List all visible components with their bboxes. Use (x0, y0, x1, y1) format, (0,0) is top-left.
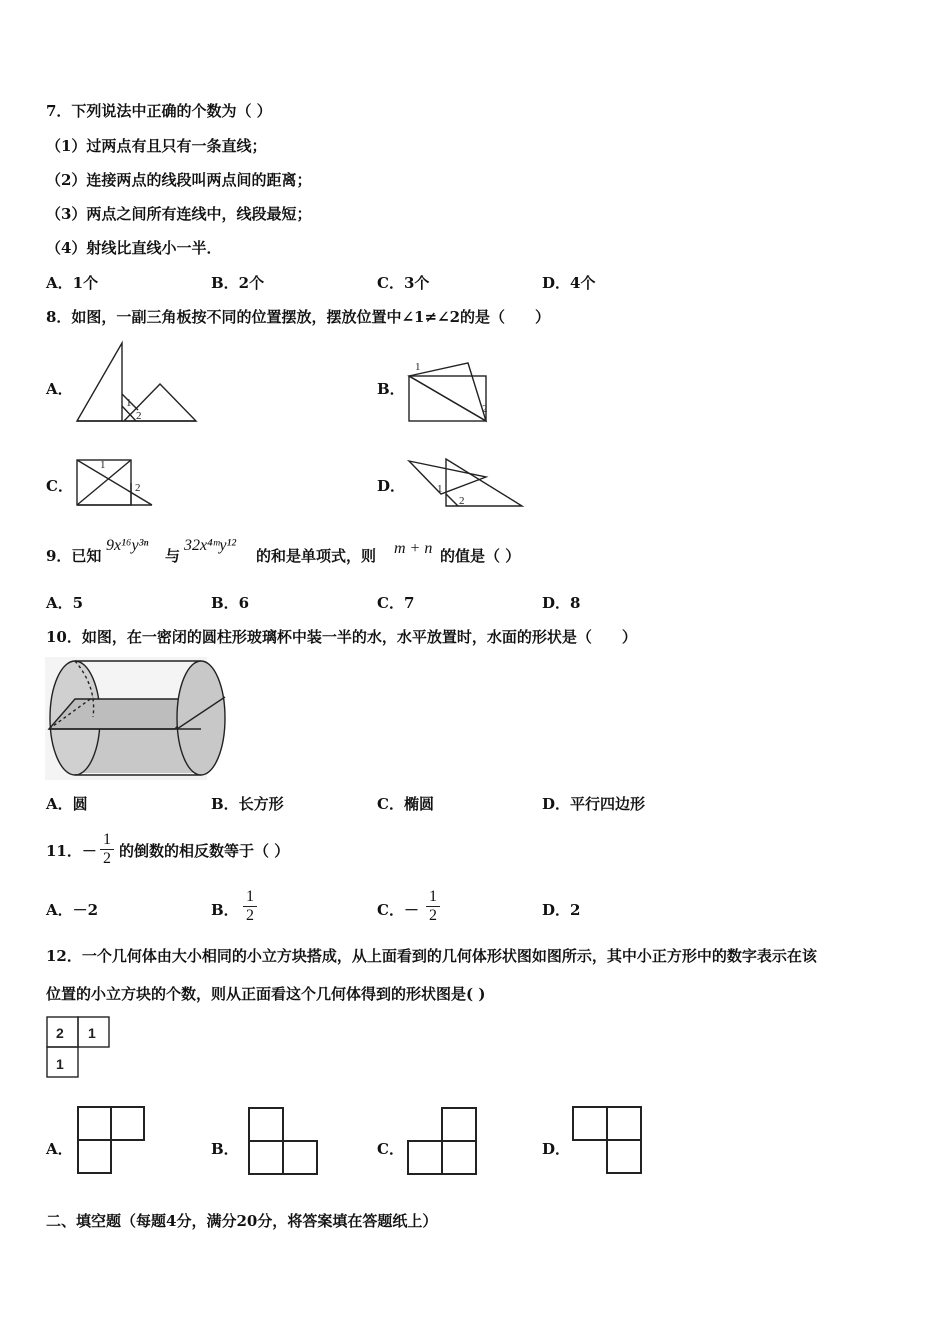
q8-figure-c (74, 453, 156, 509)
q12-top-view-grid (46, 1016, 114, 1080)
q11-fraction (100, 831, 114, 868)
q11-option-c-denominator: 2 (429, 907, 437, 924)
q8-a-triangle-right (124, 384, 196, 421)
q9-suffix: 的和是单项式，则 (256, 547, 377, 565)
q10-option-b: B．长方形 (211, 795, 284, 813)
q7-stem: 7．下列说法中正确的个数为（ ） (46, 102, 272, 120)
q9-end: 的值是（ ） (440, 547, 521, 565)
q9-mid: 与 (165, 547, 181, 565)
q10-option-c: C．椭圆 (377, 795, 434, 813)
q8-label-d: D． (377, 477, 406, 495)
q8-b-angle1: 1 (415, 361, 421, 373)
q11-option-a: A．－2 (46, 901, 99, 919)
q11-fraction-denominator: 2 (103, 850, 111, 867)
q8-label-c: C． (46, 477, 73, 495)
q7-item-1: （1）过两点有且只有一条直线； (46, 137, 267, 155)
q11-prefix: 11．－ (46, 842, 97, 860)
q12-label-c: C． (377, 1140, 404, 1158)
q8-figure-a (74, 340, 199, 424)
q12-stem-line1: 12．一个几何体由大小相同的小立方块搭成，从上面看到的几何体形状图如图所示，其中小正方形中的数字表示在该 (46, 947, 817, 965)
q8-a-angle2: 2 (136, 410, 142, 422)
q8-a-triangle-tall (77, 343, 122, 421)
q12-stem-line2: 位置的小立方块的个数，则从正面看这个几何体得到的形状图是( ) (46, 985, 486, 1003)
q8-a-angle1: 1 (126, 397, 132, 409)
q10-stem: 10．如图，在一密闭的圆柱形玻璃杯中装一半的水，水平放置时，水面的形状是（ ） (46, 628, 637, 646)
q12-label-b: B． (211, 1140, 239, 1158)
q11-option-c-label: C．－ (377, 901, 419, 919)
q8-label-a: A． (46, 380, 73, 398)
q11-option-d: D．2 (542, 901, 581, 919)
q12-option-b-figure (247, 1106, 319, 1176)
q10-option-d: D．平行四边形 (542, 795, 646, 813)
q9-option-b: B．6 (211, 594, 250, 612)
q7-item-3: （3）两点之间所有连线中，线段最短； (46, 205, 312, 223)
q7-option-a: A．1个 (46, 274, 99, 292)
q8-figure-b (406, 356, 491, 424)
q12-grid-cell-3: 1 (56, 1056, 64, 1072)
q9-expr: m + n (394, 540, 433, 557)
q11-suffix: 的倒数的相反数等于（ ） (119, 842, 290, 860)
q7-item-4: （4）射线比直线小一半． (46, 239, 222, 257)
q9-option-a: A．5 (46, 594, 84, 612)
q11-option-b-label: B． (211, 901, 239, 919)
q8-figure-d (406, 456, 526, 510)
q12-option-d-figure (571, 1105, 643, 1175)
q11-fraction-numerator: 1 (100, 831, 114, 850)
q8-c-angle1: 1 (100, 459, 106, 471)
q8-stem: 8．如图，一副三角板按不同的位置摆放，摆放位置中∠1≠∠2的是（ ） (46, 308, 551, 326)
q8-d-triangle-small (409, 461, 486, 494)
q11-option-c-numerator: 1 (426, 888, 440, 907)
q12-grid-cell-1: 2 (56, 1025, 64, 1041)
q12-option-c-figure (406, 1106, 478, 1176)
q12-label-d: D． (542, 1140, 571, 1158)
q8-label-b: B． (377, 380, 405, 398)
q9-option-d: D．8 (542, 594, 581, 612)
q7-option-b: B．2个 (211, 274, 265, 292)
q12-label-a: A． (46, 1140, 73, 1158)
q9-option-c: C．7 (377, 594, 415, 612)
q9-prefix: 9．已知 (46, 547, 102, 565)
q8-b-angle2: 2 (482, 403, 488, 415)
q7-option-d: D．4个 (542, 274, 596, 292)
q10-cylinder-figure (45, 657, 207, 780)
q12-grid-cell-2: 1 (88, 1025, 96, 1041)
q8-c-angle2: 2 (135, 482, 141, 494)
q9-term2: 32x⁴ᵐy¹² (184, 537, 237, 554)
q12-option-a-figure (76, 1105, 146, 1175)
q9-term1: 9x¹⁶y³ⁿ (106, 537, 149, 554)
q8-d-angle1: 1 (437, 483, 443, 495)
section2-heading: 二、填空题（每题4分，满分20分，将答案填在答题纸上） (46, 1212, 438, 1230)
q8-d-angle2: 2 (459, 495, 465, 507)
q11-option-b-numerator: 1 (243, 888, 257, 907)
q7-option-c: C．3个 (377, 274, 430, 292)
q10-cylinder-right-end (177, 661, 225, 775)
q11-option-b-denominator: 2 (246, 907, 254, 924)
q11-option-c-fraction (426, 888, 440, 925)
q11-option-b-fraction (243, 888, 257, 925)
q7-item-2: （2）连接两点的线段叫两点间的距离； (46, 171, 312, 189)
q10-option-a: A．圆 (46, 795, 88, 813)
q8-b-triangle (409, 363, 486, 421)
q8-d-triangle-large (446, 459, 522, 506)
